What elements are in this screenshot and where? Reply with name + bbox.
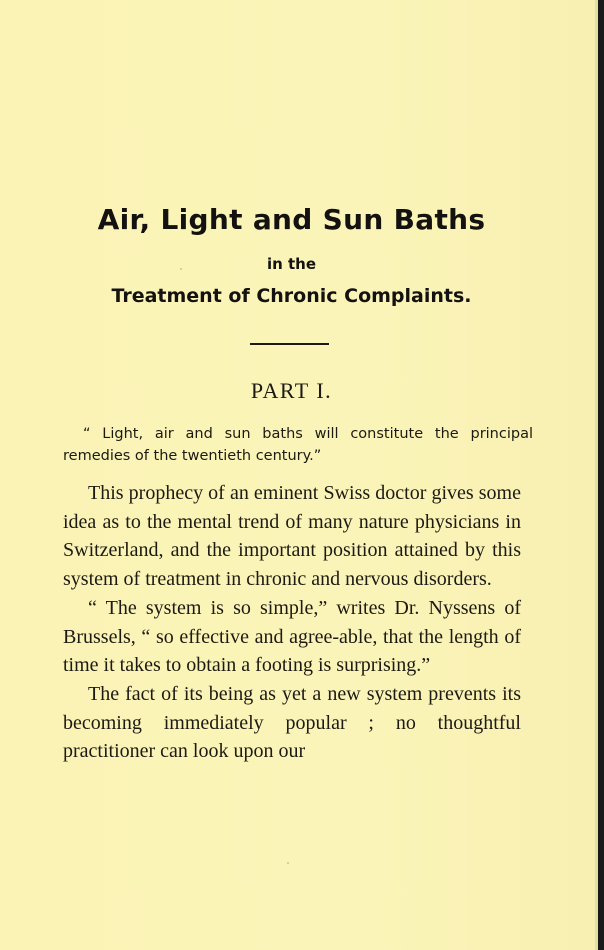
paper-speck: [287, 862, 289, 864]
page-edge: [598, 0, 604, 950]
page-subtitle: Treatment of Chronic Complaints.: [111, 285, 472, 307]
paper-speck: [180, 268, 182, 270]
title-connector: in the: [266, 255, 317, 273]
paragraph: The fact of its being as yet a new system prevents its becoming immediately popular ; no thoughtful practitioner can look upon our: [63, 682, 521, 763]
paragraph: This prophecy of an eminent Swiss doctor gives some idea as to the mental trend of many nature physicians in Switzerland, and the important position attained by this system of treatment in chronic and nervous disorders.: [63, 482, 521, 591]
epigraph: [63, 423, 533, 467]
epigraph-text: “ Light, air and sun baths will constitute the principal remedies of the twentieth century.”: [63, 426, 533, 464]
part-heading: PART I.: [250, 378, 333, 403]
page-title: Air, Light and Sun Baths: [97, 203, 486, 236]
paragraph: “ The system is so simple,” writes Dr. Nyssens of Brussels, “ so effective and agree-able, that the length of time it takes to obtain a footing is surprising.”: [63, 596, 521, 677]
body-text: [63, 479, 521, 766]
divider-rule: [250, 343, 329, 345]
